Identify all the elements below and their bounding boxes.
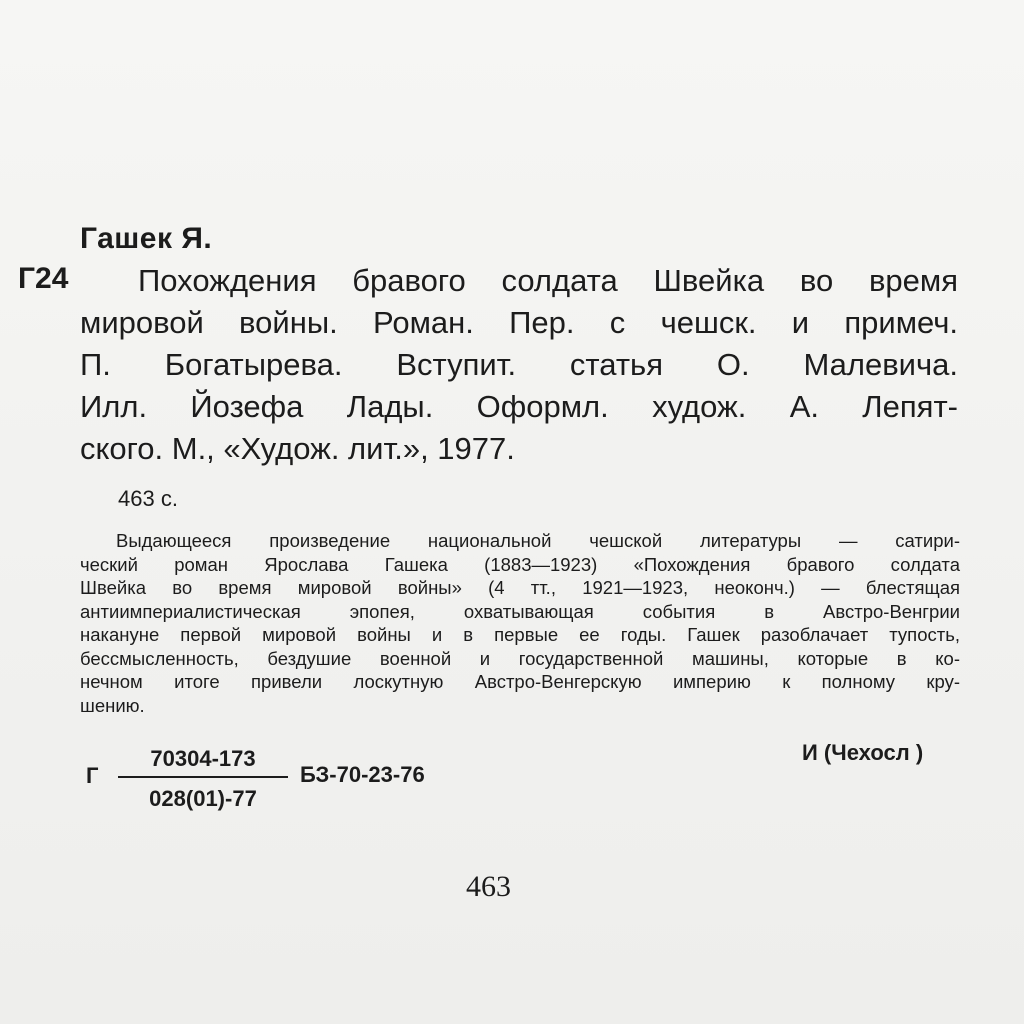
- title-line: мировой войны. Роман. Пер. с чешск. и примеч.: [80, 305, 958, 340]
- title-line: Похождения бравого солдата Швейка во время: [138, 263, 958, 298]
- bibliographic-description: [80, 260, 958, 470]
- annotation-line: антиимпериалистическая эпопея, охватывающая события в Австро-Венгрии: [80, 600, 960, 622]
- page-count: 463 с.: [118, 486, 178, 511]
- page-number: 463: [466, 870, 511, 903]
- author-name: Гашек Я.: [80, 222, 213, 255]
- title-line: Илл. Йозефа Лады. Оформл. худож. А. Лепят-: [80, 389, 958, 424]
- catalog-fraction: [114, 746, 292, 812]
- annotation-line: ческий роман Ярослава Гашека (1883—1923) «Похождения бравого солдата: [80, 553, 960, 575]
- annotation-line: Швейка во время мировой войны» (4 тт., 1921—1923, неоконч.) — блестящая: [80, 577, 960, 598]
- annotation: [80, 529, 960, 717]
- catalog-numerator: 70304-173: [150, 746, 256, 771]
- annotation-line: шению.: [80, 694, 145, 716]
- index-code: Г24: [18, 262, 69, 295]
- annotation-line: бессмысленность, бездушие военной и государственной машины, которые в ко-: [80, 647, 960, 669]
- bz-code: БЗ-70-23-76: [300, 762, 425, 787]
- language-code: И (Чехосл ): [802, 740, 924, 765]
- annotation-line: нечном итоге привели лоскутную Австро-Венгерскую империю к полному кру-: [80, 671, 960, 692]
- catalog-prefix: Г: [86, 763, 99, 788]
- annotation-line: Выдающееся произведение национальной чешской литературы — сатири-: [116, 530, 960, 551]
- catalog-denominator: 028(01)-77: [149, 786, 257, 811]
- title-line: ского. М., «Худож. лит.», 1977.: [80, 431, 515, 466]
- title-line: П. Богатырева. Вступит. статья О. Малевича.: [80, 347, 958, 382]
- annotation-line: накануне первой мировой войны и в первые ее годы. Гашек разоблачает тупость,: [80, 624, 960, 645]
